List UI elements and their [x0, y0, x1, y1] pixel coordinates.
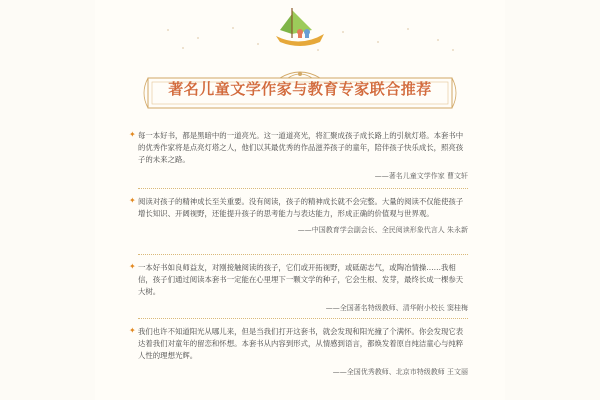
divider — [138, 188, 468, 189]
boat-illustration — [270, 4, 330, 50]
page-title: 著名儿童文学作家与教育专家联合推荐 — [168, 80, 432, 98]
quote-block — [129, 196, 468, 236]
quote-signature: ——全国著名特级教师、清华附小校长 窦桂梅 — [325, 304, 468, 312]
divider — [138, 254, 468, 255]
quote-text: 每一本好书，都是黑暗中的一道亮光。这一道道亮光，将汇聚成孩子成长路上的引航灯塔。本套书中的优秀作家将是点亮灯塔之人，他们以其最优秀的作品滋养孩子的童年，陪伴孩子快乐成长，照亮孩子的未来之路。 — [138, 131, 464, 164]
quote-signature: ——全国优秀教师、北京市特级教师 王文丽 — [332, 368, 468, 376]
quote-text: 我们也许不知道阳光从哪儿来，但是当我们打开这套书，就会发现和阳光撞了个满怀。你会发现它表达着我们对童年的留恋和怀想。本套书从内容到形式，从情感到语言，都焕发着原自纯洁童心与纯粹人性的理想光辉。 — [138, 327, 464, 360]
quote-block — [129, 326, 468, 378]
quote-signature: ——著名儿童文学作家 曹文轩 — [374, 172, 468, 180]
quote-block — [129, 262, 468, 314]
quote-signature: ——中国教育学会副会长、全民阅读形象代言人 朱永新 — [297, 226, 468, 234]
quote-text: 阅读对孩子的精神成长至关重要。没有阅读，孩子的精神成长就不会完整。大量的阅读不仅能使孩子增长知识、开阔视野，还能提升孩子的思考能力与表达能力，形成正确的价值观与世界观。 — [138, 197, 464, 218]
divider — [138, 318, 468, 319]
star-bullet-icon: ✦ — [129, 262, 136, 271]
star-bullet-icon: ✦ — [129, 326, 136, 335]
quote-text: 一本好书如良师益友，对刚接触阅读的孩子，它们或开拓视野，或砥砺志气，或陶冶情操……我相信，孩子们通过阅读本套书一定能在心里埋下一颗文学的种子，它会生根、发芽，最终长成一棵参天大树。 — [138, 263, 464, 296]
star-bullet-icon: ✦ — [129, 196, 136, 205]
star-bullet-icon: ✦ — [129, 130, 136, 139]
quote-block — [129, 130, 468, 182]
